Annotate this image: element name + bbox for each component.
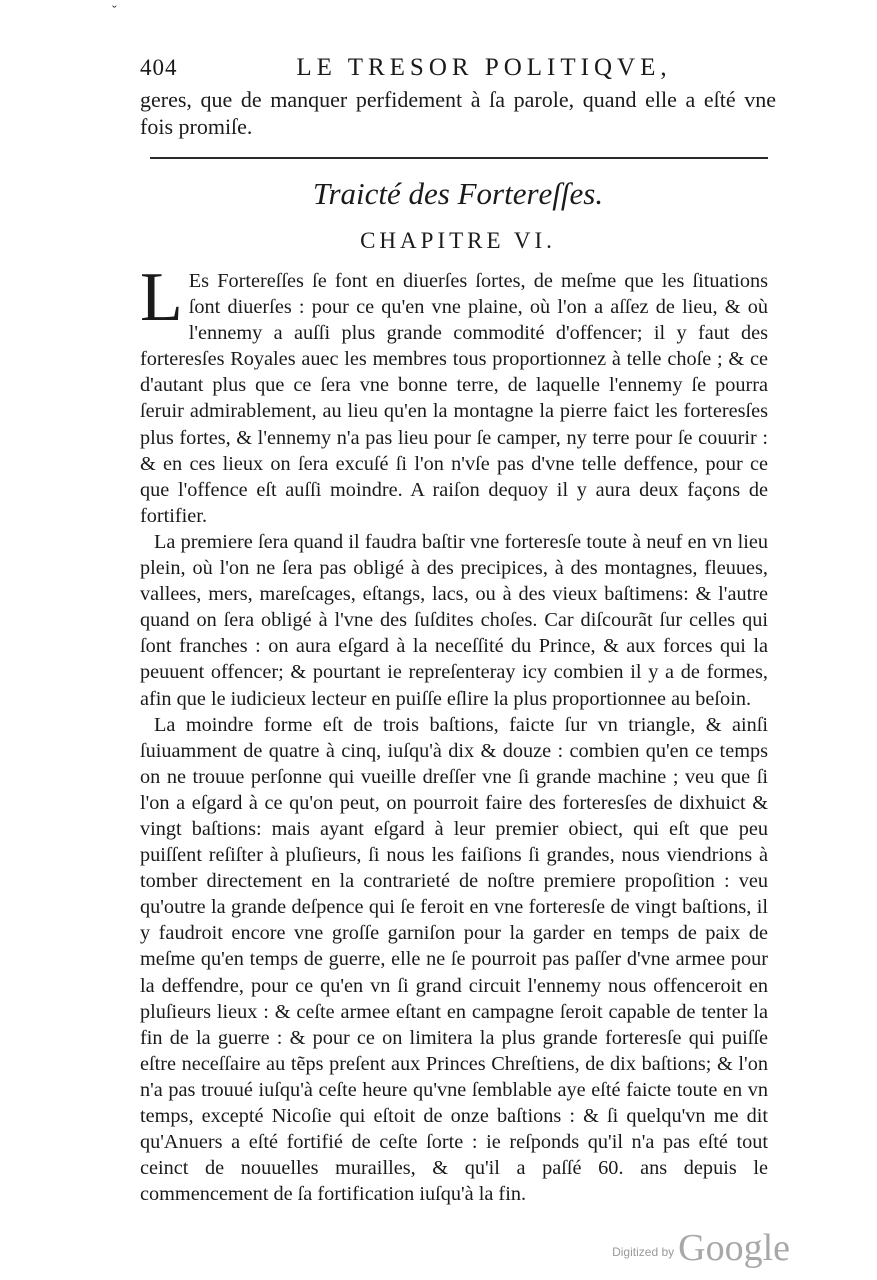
paragraph: La premiere ſera quand il faudra baſtir vne forteresſe toute à neuf en vn lieu plein, où l'on ne ſera pas obligé à des precipices, à des montagnes, fleuues, vallees, mers, mareſcages, eſtangs, lacs, ou à des vieux baſtimens: & l'autre quand on ſera obligé à l'vne des ſuſdites choſes. Car diſcourãt ſur celles qui ſont franches : on aura eſgard à la neceſſité du Prince, & aux forces qui la peuuent offencer; & pourtant ie repreſenteray icy combien il y a de formes, afin que le iudicieux lecteur en puiſſe eſlire la plus proportionnee au beſoin.: [140, 530, 768, 710]
ink-speck: ˇ: [112, 4, 117, 19]
paragraph-text: Es Forterеſſes ſe font en diuerſes ſortes, de meſme que les ſituations ſont diuerſes : pour ce qu'en vne plaine, où l'on a aſſez de lieu, & où l'ennemy a auſſi plus grande commodité d'offencer; il y faut des forteresſes Royales auec les membres tous proportionnez à telle choſe ; & ce d'autant plus que ce ſera vne bonne terre, de laquelle l'ennemy ſe pourra ſeruir admirablement, au lieu qu'en la montagne la pierre faict les forteresſes plus fortes, & l'ennemy n'a pas lieu pour ſe camper, ny terre pour ſe couurir : & en ces lieux on ſera excuſé ſi l'on n'vſe pas d'vne telle deffence, pour ce que l'offence eſt auſſi moindre. A raiſon dequoy il y aura deux façons de fortifier.: [140, 270, 768, 527]
google-logo: Google: [678, 1227, 790, 1269]
paragraph: La moindre forme eſt de trois baſtions, faicte ſur vn triangle, & ainſi ſuiuamment de quatre à cinq, iuſqu'à dix & douze : combien qu'en ce temps on ne trouue perſonne qui vueille dreſſer vne ſi grande machine ; veu que ſi l'on a eſgard à ce qu'on peut, on pourroit faire des forteresſes de dixhuict & vingt baſtions: mais ayant eſgard à leur premier obiect, qui eſt que peu puiſſent reſiſter à pluſieurs, ſi nous les faiſions ſi grandes, nous viendrions à tomber directement en la contrarieté de noſtre premiere propoſition : veu qu'outre la grande deſpence qui ſe feroit en vne forteresſe de vingt baſtions, il y faudroit encore vne groſſe garniſon pour la garder en temps de paix de meſme qu'en temps de guerre, elle ne ſe pourroit pas paſſer d'vne armee pour la deffendre, pour ce qu'en vn ſi grand circuit l'ennemy nous offenceroit en pluſieurs lieux : & ceſte armee eſtant en campagne ſeroit capable de tenter la fin de la guerre : & pour ce on limitera la plus grande forteresſe qui puiſſe eſtre neceſſaire au tẽps preſent aux Princes Chreſtiens, de dix baſtions; & l'on n'a pas trouué iuſqu'à ceſte heure qu'vne ſemblable aye eſté faicte toute en vn temps, excepté Nicoſie qui eſtoit de onze baſtions : & ſi quelqu'vn me dit qu'Anuers a eſté fortifié de ceſte ſorte : ie reſponds qu'il n'a pas eſté tout ceinct de nouuelles murailles, & qu'il a paſſé 60. ans depuis le commencement de ſa fortification iuſqu'à la fin.: [140, 713, 768, 1206]
watermark-prefix: Digitized by: [612, 1245, 675, 1259]
chapter-body: [140, 259, 768, 1207]
chapter-heading: CHAPITRE VI.: [360, 228, 556, 253]
section-title: Traicté des Forterеſſes.: [312, 176, 604, 211]
paragraph: [140, 259, 768, 529]
section-divider: [150, 157, 768, 159]
running-head: [140, 54, 778, 82]
digitized-watermark: [600, 1218, 790, 1268]
continuation-text: geres, que de manquer perfidement à ſa parole, quand elle a eſté vne fois promiſe.: [140, 87, 776, 139]
page-number: 404: [140, 55, 178, 80]
drop-cap: L: [140, 259, 183, 336]
running-title: LE TRESOR POLITIQVE,: [296, 54, 672, 81]
